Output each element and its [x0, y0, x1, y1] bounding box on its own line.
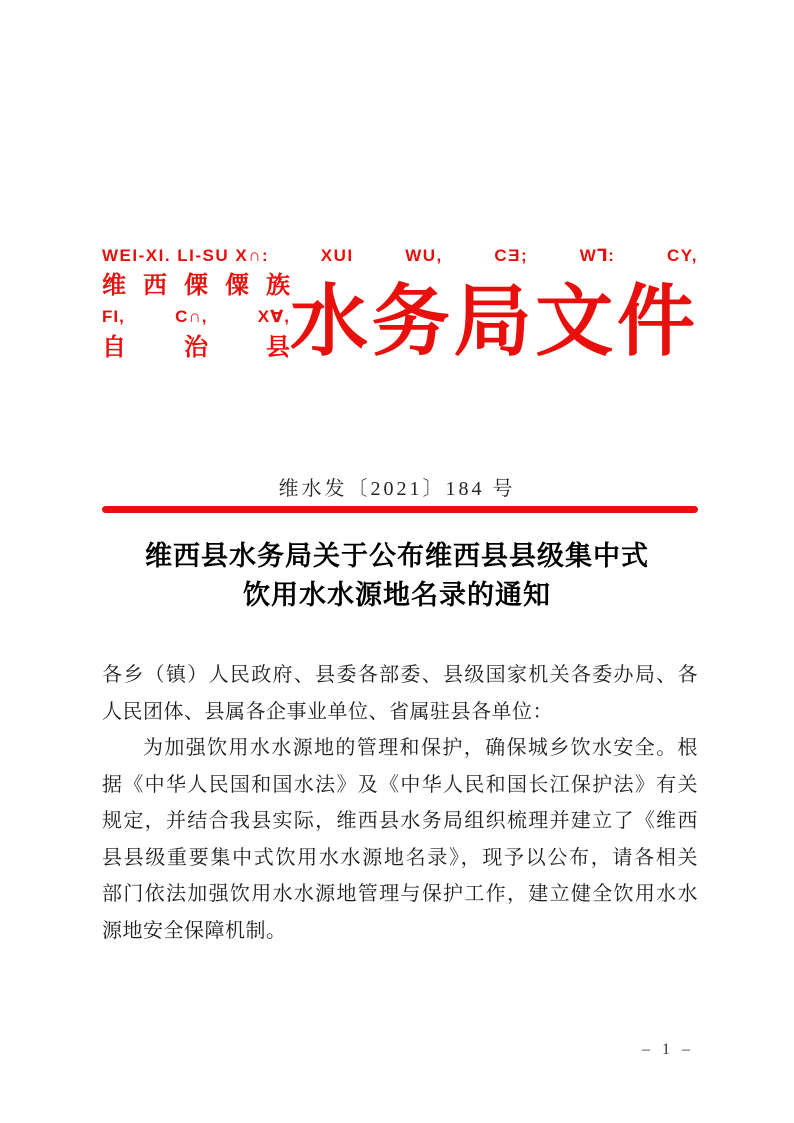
body-line: 县县级重要集中式饮用水水源地名录》，现予以公布，请各相关: [102, 846, 698, 869]
body-line: 人民团体、县属各企事业单位、省属驻县各单位：: [102, 700, 553, 723]
doc-number: 维水发〔2021〕184 号: [278, 478, 516, 500]
red-separator-rule: [102, 506, 698, 513]
document-body: [102, 657, 698, 949]
lisu-script-top-line: [102, 245, 698, 266]
body-line: 规定，并结合我县实际，维西县水务局组织梳理并建立了《维西: [102, 810, 698, 832]
lisu-word-jian: CY,: [667, 246, 698, 265]
document-title-line1: 维西县水务局关于公布维西县县级集中式: [145, 541, 649, 571]
body-line: 据《中华人民国和国水法》及《中华人民和国长江保护法》有关: [102, 773, 698, 796]
letterhead: [102, 245, 698, 363]
recipients-paragraph: [102, 657, 698, 730]
body-line: 源地安全保障机制。: [102, 919, 287, 942]
document-title: [0, 537, 794, 615]
body-paragraph: [102, 730, 698, 949]
lisu-word-ju: CƎ;: [494, 246, 529, 265]
lisu-word-shui: XUI: [320, 246, 354, 265]
body-line: 部门依法加强饮用水水源地管理与保护工作，建立健全饮用水水: [102, 883, 698, 905]
lisu-county-name: WEI-XI. LI-SU X∩:: [102, 246, 270, 265]
lisu-word-wen: W⅂:: [579, 246, 616, 265]
agency-name-lisu-line2: FI, C∩, X∀,: [102, 307, 290, 326]
body-line: 各乡（镇）人民政府、县委各部委、县级国家机关各委办局、各: [102, 664, 698, 686]
agency-name-cn-line1: 维西傈僳族: [102, 272, 290, 299]
lisu-word-wu: WU,: [405, 246, 443, 265]
agency-name-cn-line2: 自治县: [102, 334, 290, 361]
document-title-line2: 饮用水水源地名录的通知: [243, 580, 551, 610]
doc-type-title: 水务局文件: [290, 278, 698, 365]
agency-name-block: [102, 271, 290, 363]
body-line: 为加强饮用水水源地的管理和保护，确保城乡饮水安全。根: [143, 737, 698, 759]
page-number: – 1 –: [642, 1041, 694, 1058]
letterhead-main-row: [102, 271, 698, 363]
